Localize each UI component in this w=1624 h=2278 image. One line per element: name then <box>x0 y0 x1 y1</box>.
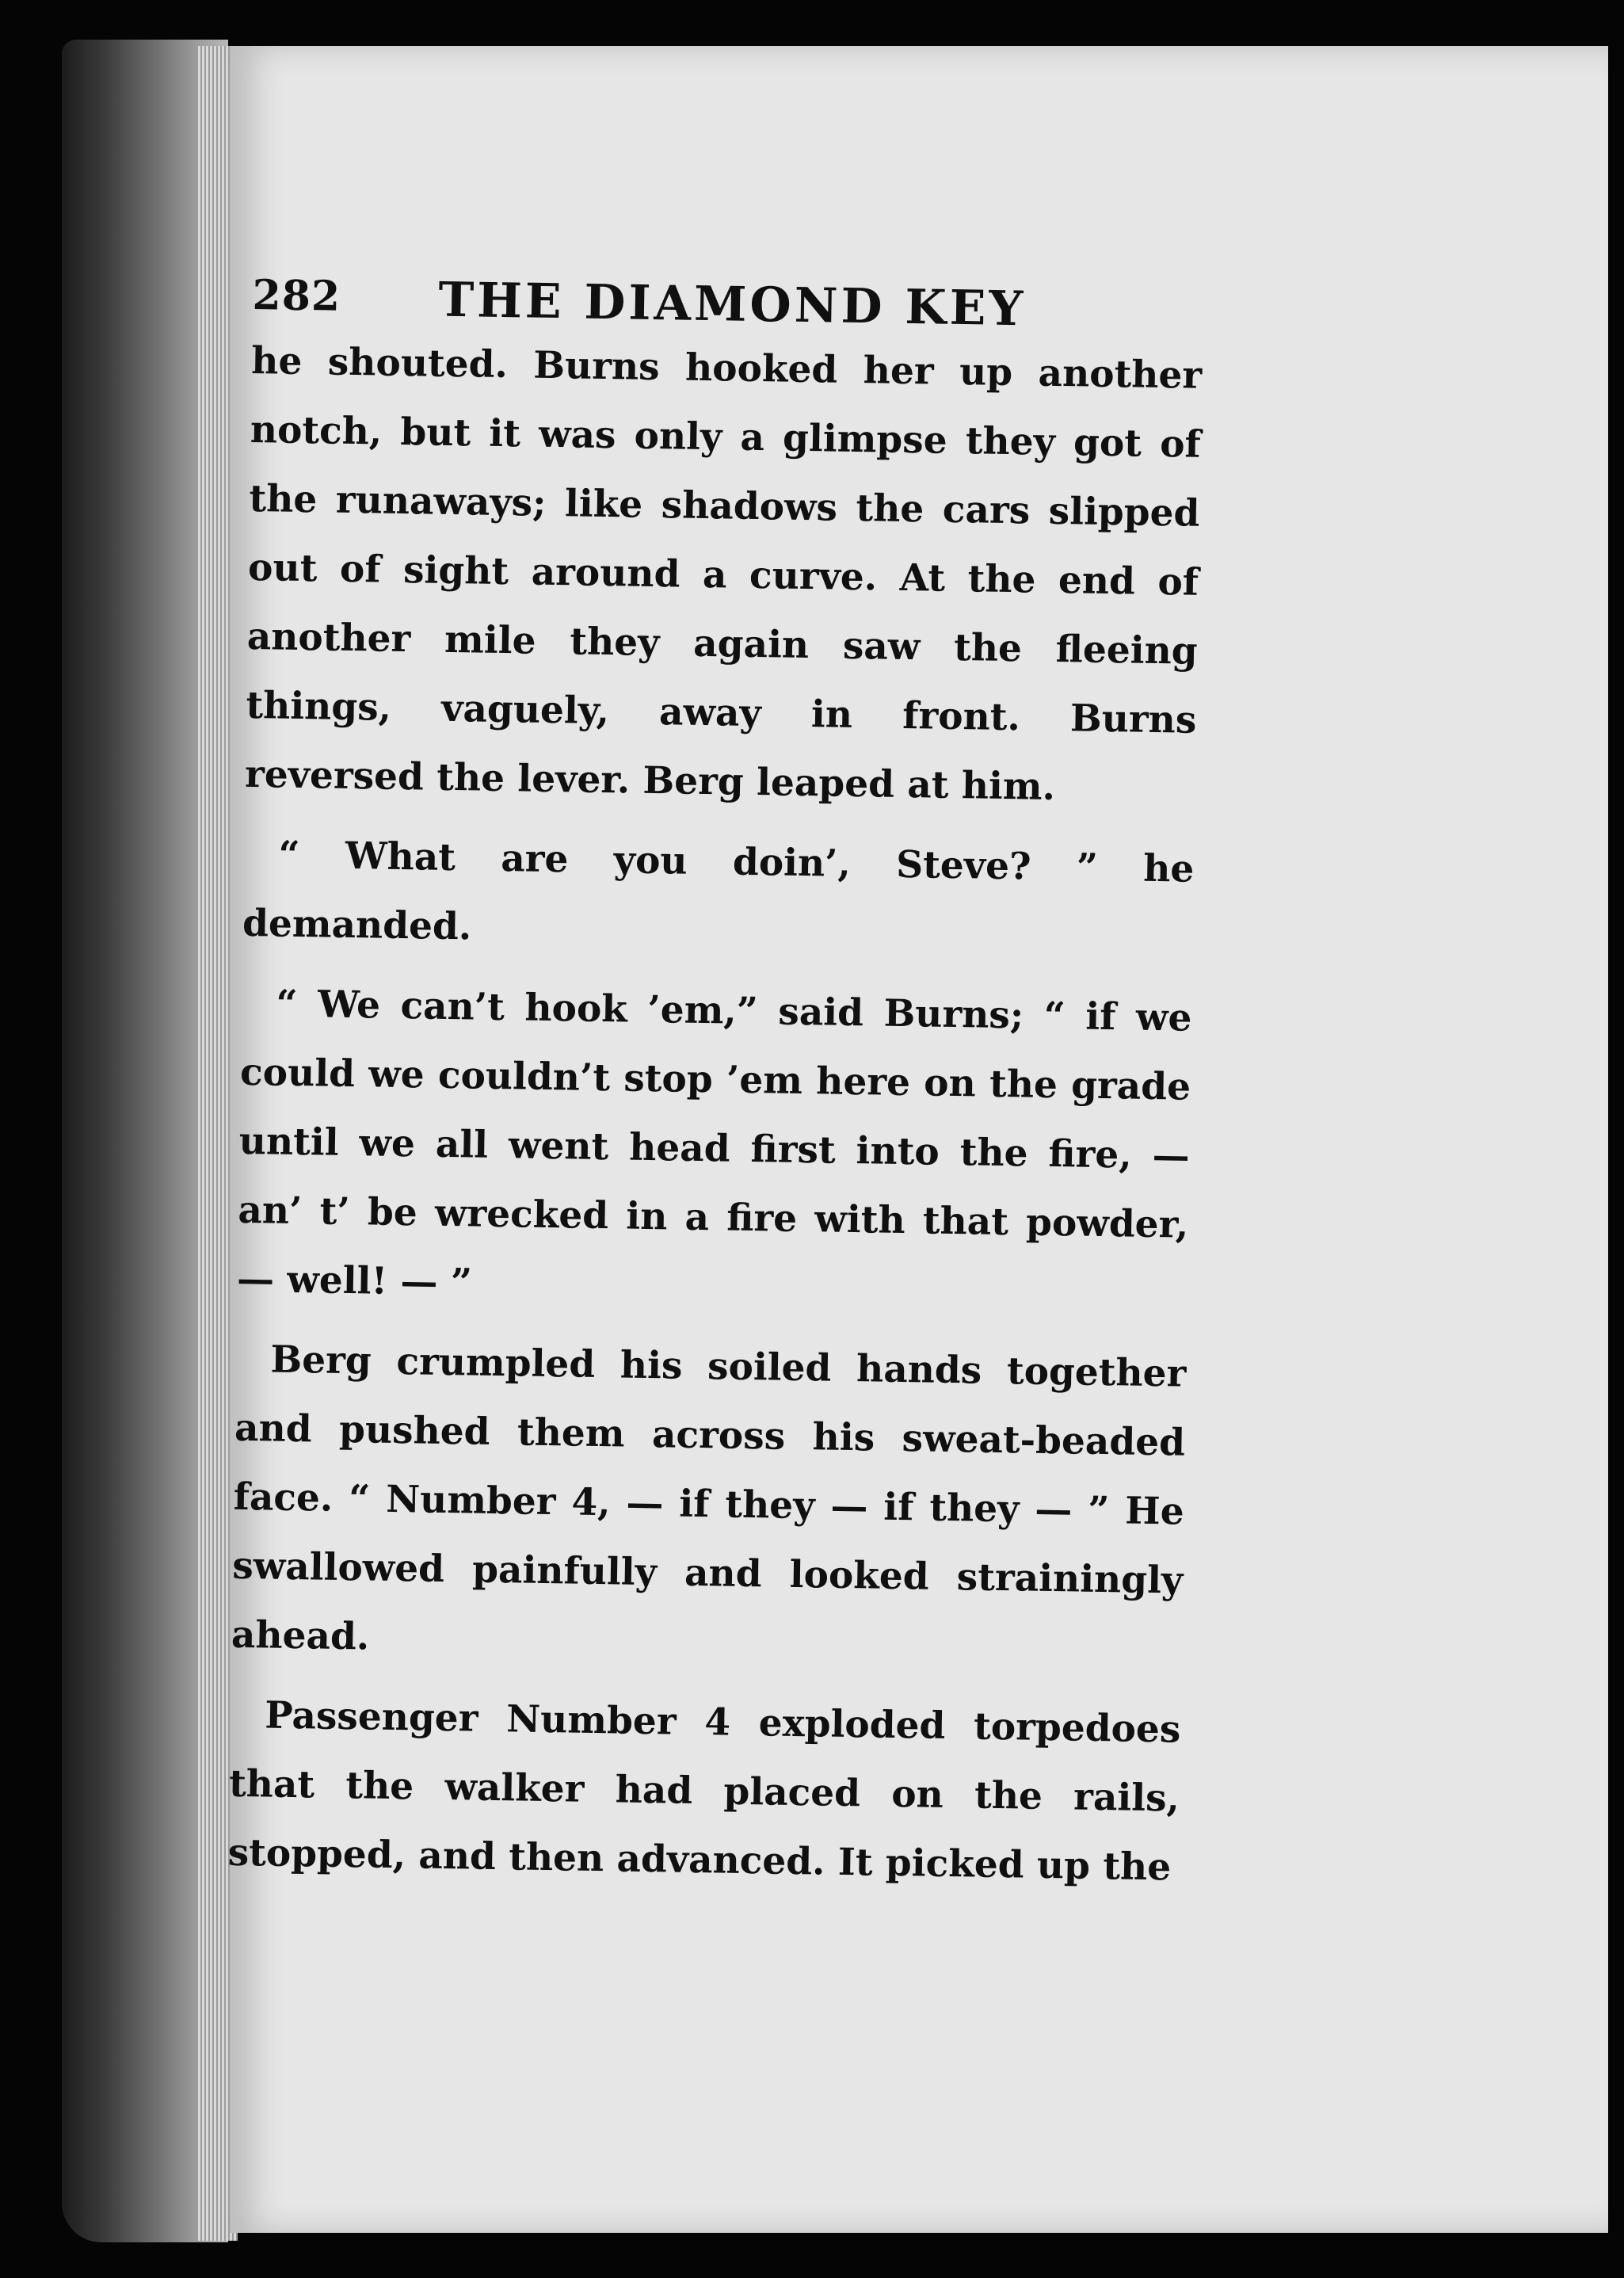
paragraph-5: Passenger Number 4 exploded torpedoes that the walker had placed on the rails, stopped, and then advanced. It picked up the <box>227 1693 1181 1890</box>
page-number: 282 <box>252 270 341 321</box>
running-title: THE DIAMOND KEY <box>437 272 1027 338</box>
paragraph-4: Berg crumpled his soiled hands together and pushed them across his sweat-beaded face. “ Number 4, — if they — if they — ” He swallowed painfully and looked strainingly ahead. <box>231 1337 1187 1659</box>
body-text <box>227 326 1203 1902</box>
paragraph-2: “ What are you doin’, Steve? ” he demanded. <box>242 833 1195 949</box>
paragraph-1: he shouted. Burns hooked her up another notch, but it was only a glimpse they got of the runaways; like shadows the cars slipped out of sight around a curve. At the end of another mile they again saw the fleeing things, vaguely, away in front. Burns reversed the lever. Berg leaped at him. <box>244 338 1203 809</box>
paragraph-3: “ We can’t hook ’em,” said Burns; “ if we could we couldn’t stop ’em here on the grade until we all went head first into the fire, — an’ t’ be wrecked in a fire with that powder, — well! — ” <box>236 982 1192 1305</box>
page-content <box>227 223 1458 1917</box>
page-header <box>252 223 1458 338</box>
